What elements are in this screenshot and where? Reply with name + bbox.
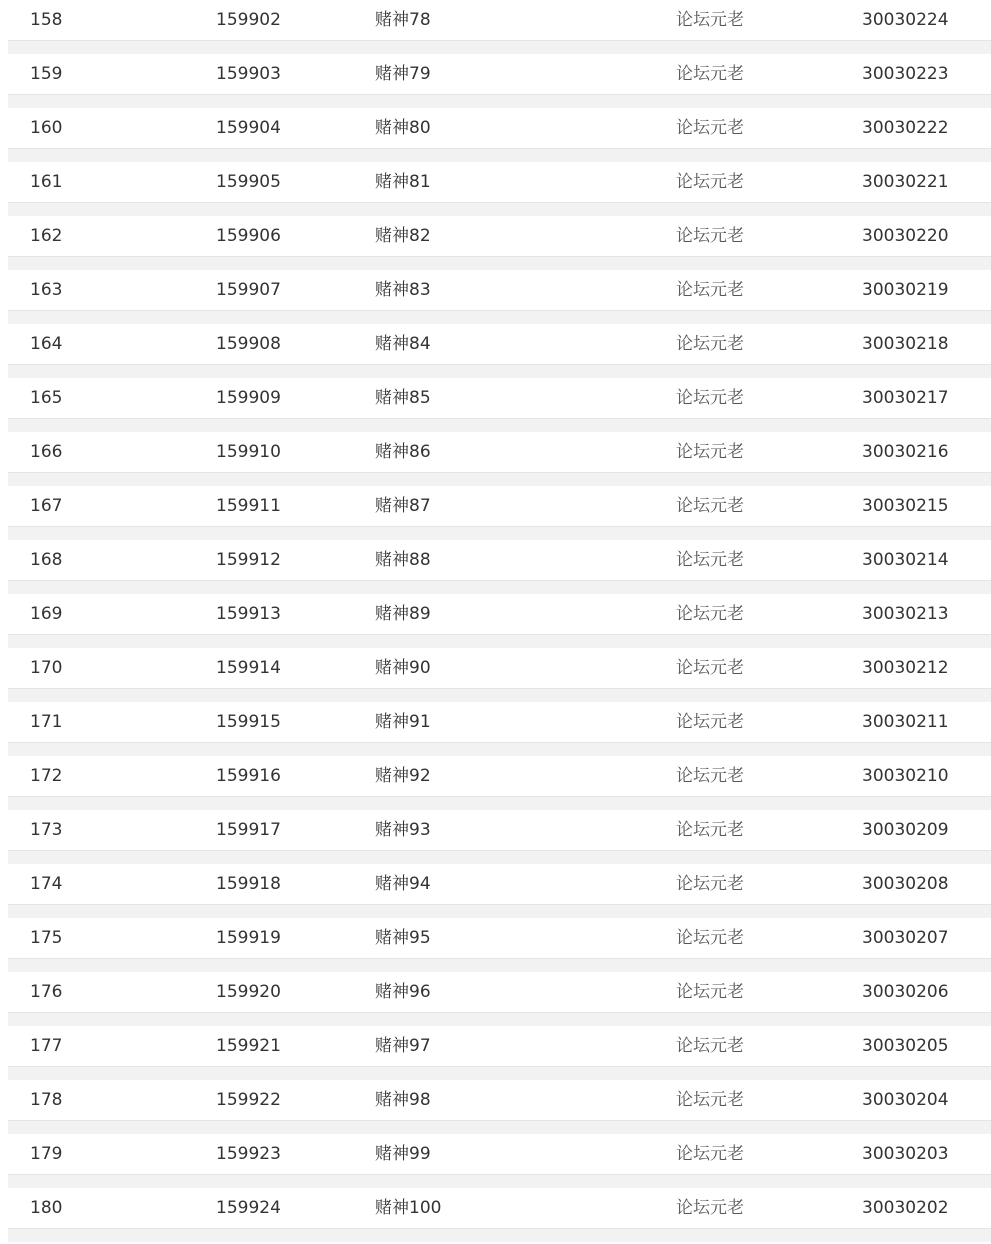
table-row xyxy=(8,270,991,311)
user-id-cell: 159913 xyxy=(216,604,281,624)
table-row xyxy=(8,1026,991,1067)
table-row xyxy=(8,918,991,959)
username-cell[interactable]: 赌神96 xyxy=(375,982,431,1002)
row-separator xyxy=(8,635,991,648)
user-group-cell: 论坛元老 xyxy=(676,982,744,1002)
table-row xyxy=(8,486,991,527)
rank-cell: 163 xyxy=(30,280,63,300)
username-cell[interactable]: 赌神82 xyxy=(375,226,431,246)
rank-cell: 172 xyxy=(30,766,63,786)
user-group-cell: 论坛元老 xyxy=(676,496,744,516)
rank-cell: 178 xyxy=(30,1090,63,1110)
user-id-cell: 159916 xyxy=(216,766,281,786)
rank-cell: 165 xyxy=(30,388,63,408)
username-cell[interactable]: 赌神95 xyxy=(375,928,431,948)
row-separator xyxy=(8,905,991,918)
row-separator xyxy=(8,527,991,540)
user-id-cell: 159914 xyxy=(216,658,281,678)
value-cell: 30030220 xyxy=(862,226,949,246)
table-row xyxy=(8,1134,991,1175)
table-row xyxy=(8,648,991,689)
value-cell: 30030212 xyxy=(862,658,949,678)
rank-cell: 169 xyxy=(30,604,63,624)
table-row xyxy=(8,972,991,1013)
user-id-cell: 159905 xyxy=(216,172,281,192)
user-id-cell: 159906 xyxy=(216,226,281,246)
user-group-cell: 论坛元老 xyxy=(676,1144,744,1164)
value-cell: 30030218 xyxy=(862,334,949,354)
rank-cell: 160 xyxy=(30,118,63,138)
user-group-cell: 论坛元老 xyxy=(676,1090,744,1110)
user-group-cell: 论坛元老 xyxy=(676,388,744,408)
user-group-cell: 论坛元老 xyxy=(676,64,744,84)
username-cell[interactable]: 赌神93 xyxy=(375,820,431,840)
user-group-cell: 论坛元老 xyxy=(676,658,744,678)
rank-cell: 158 xyxy=(30,10,63,30)
username-cell[interactable]: 赌神80 xyxy=(375,118,431,138)
rank-cell: 166 xyxy=(30,442,63,462)
table-row xyxy=(8,1080,991,1121)
row-separator xyxy=(8,797,991,810)
value-cell: 30030221 xyxy=(862,172,949,192)
table-row xyxy=(8,432,991,473)
value-cell: 30030217 xyxy=(862,388,949,408)
table-row xyxy=(8,756,991,797)
value-cell: 30030224 xyxy=(862,10,949,30)
user-group-cell: 论坛元老 xyxy=(676,118,744,138)
table-row xyxy=(8,864,991,905)
username-cell[interactable]: 赌神78 xyxy=(375,10,431,30)
row-separator xyxy=(8,419,991,432)
username-cell[interactable]: 赌神84 xyxy=(375,334,431,354)
user-id-cell: 159904 xyxy=(216,118,281,138)
value-cell: 30030219 xyxy=(862,280,949,300)
table-row xyxy=(8,162,991,203)
user-id-cell: 159903 xyxy=(216,64,281,84)
user-group-cell: 论坛元老 xyxy=(676,226,744,246)
username-cell[interactable]: 赌神91 xyxy=(375,712,431,732)
ranking-table xyxy=(8,0,991,1242)
username-cell[interactable]: 赌神98 xyxy=(375,1090,431,1110)
value-cell: 30030213 xyxy=(862,604,949,624)
row-separator xyxy=(8,689,991,702)
value-cell: 30030204 xyxy=(862,1090,949,1110)
user-id-cell: 159919 xyxy=(216,928,281,948)
user-group-cell: 论坛元老 xyxy=(676,442,744,462)
table-row xyxy=(8,108,991,149)
user-group-cell: 论坛元老 xyxy=(676,334,744,354)
user-id-cell: 159910 xyxy=(216,442,281,462)
row-separator xyxy=(8,959,991,972)
user-group-cell: 论坛元老 xyxy=(676,874,744,894)
rank-cell: 170 xyxy=(30,658,63,678)
user-id-cell: 159922 xyxy=(216,1090,281,1110)
row-separator xyxy=(8,851,991,864)
table-row xyxy=(8,810,991,851)
rank-cell: 168 xyxy=(30,550,63,570)
value-cell: 30030211 xyxy=(862,712,949,732)
user-id-cell: 159912 xyxy=(216,550,281,570)
rank-cell: 176 xyxy=(30,982,63,1002)
username-cell[interactable]: 赌神81 xyxy=(375,172,431,192)
user-group-cell: 论坛元老 xyxy=(676,280,744,300)
row-separator xyxy=(8,149,991,162)
table-row xyxy=(8,378,991,419)
value-cell: 30030203 xyxy=(862,1144,949,1164)
value-cell: 30030206 xyxy=(862,982,949,1002)
user-id-cell: 159908 xyxy=(216,334,281,354)
row-separator xyxy=(8,743,991,756)
username-cell[interactable]: 赌神86 xyxy=(375,442,431,462)
table-row xyxy=(8,540,991,581)
user-group-cell: 论坛元老 xyxy=(676,10,744,30)
username-cell[interactable]: 赌神94 xyxy=(375,874,431,894)
user-id-cell: 159907 xyxy=(216,280,281,300)
user-group-cell: 论坛元老 xyxy=(676,1036,744,1056)
table-row xyxy=(8,1188,991,1229)
user-group-cell: 论坛元老 xyxy=(676,550,744,570)
user-group-cell: 论坛元老 xyxy=(676,766,744,786)
username-cell[interactable]: 赌神97 xyxy=(375,1036,431,1056)
value-cell: 30030208 xyxy=(862,874,949,894)
user-group-cell: 论坛元老 xyxy=(676,820,744,840)
value-cell: 30030215 xyxy=(862,496,949,516)
user-id-cell: 159920 xyxy=(216,982,281,1002)
user-id-cell: 159909 xyxy=(216,388,281,408)
value-cell: 30030207 xyxy=(862,928,949,948)
user-group-cell: 论坛元老 xyxy=(676,1198,744,1218)
value-cell: 30030210 xyxy=(862,766,949,786)
user-id-cell: 159918 xyxy=(216,874,281,894)
table-row xyxy=(8,216,991,257)
user-group-cell: 论坛元老 xyxy=(676,172,744,192)
value-cell: 30030222 xyxy=(862,118,949,138)
value-cell: 30030205 xyxy=(862,1036,949,1056)
row-separator xyxy=(8,95,991,108)
rank-cell: 162 xyxy=(30,226,63,246)
row-separator xyxy=(8,311,991,324)
table-row xyxy=(8,324,991,365)
username-cell[interactable]: 赌神85 xyxy=(375,388,431,408)
username-cell[interactable]: 赌神87 xyxy=(375,496,431,516)
rank-cell: 175 xyxy=(30,928,63,948)
row-separator xyxy=(8,1175,991,1188)
row-separator xyxy=(8,473,991,486)
rank-cell: 164 xyxy=(30,334,63,354)
rank-cell: 179 xyxy=(30,1144,63,1164)
user-id-cell: 159911 xyxy=(216,496,281,516)
value-cell: 30030216 xyxy=(862,442,949,462)
username-cell[interactable]: 赌神83 xyxy=(375,280,431,300)
user-id-cell: 159923 xyxy=(216,1144,281,1164)
row-separator xyxy=(8,203,991,216)
user-id-cell: 159921 xyxy=(216,1036,281,1056)
row-separator xyxy=(8,1013,991,1026)
table-row xyxy=(8,702,991,743)
row-separator xyxy=(8,41,991,54)
user-group-cell: 论坛元老 xyxy=(676,928,744,948)
rank-cell: 180 xyxy=(30,1198,63,1218)
row-separator xyxy=(8,1121,991,1134)
row-separator xyxy=(8,365,991,378)
username-cell[interactable]: 赌神92 xyxy=(375,766,431,786)
value-cell: 30030202 xyxy=(862,1198,949,1218)
username-cell[interactable]: 赌神99 xyxy=(375,1144,431,1164)
rank-cell: 167 xyxy=(30,496,63,516)
row-separator xyxy=(8,1229,991,1242)
user-group-cell: 论坛元老 xyxy=(676,604,744,624)
username-cell[interactable]: 赌神79 xyxy=(375,64,431,84)
rank-cell: 171 xyxy=(30,712,63,732)
value-cell: 30030209 xyxy=(862,820,949,840)
rank-cell: 174 xyxy=(30,874,63,894)
row-separator xyxy=(8,257,991,270)
user-group-cell: 论坛元老 xyxy=(676,712,744,732)
user-id-cell: 159902 xyxy=(216,10,281,30)
row-separator xyxy=(8,1067,991,1080)
username-cell[interactable]: 赌神100 xyxy=(375,1198,442,1218)
rank-cell: 159 xyxy=(30,64,63,84)
rank-cell: 161 xyxy=(30,172,63,192)
row-separator xyxy=(8,581,991,594)
username-cell[interactable]: 赌神88 xyxy=(375,550,431,570)
table-row xyxy=(8,594,991,635)
user-id-cell: 159917 xyxy=(216,820,281,840)
username-cell[interactable]: 赌神89 xyxy=(375,604,431,624)
user-id-cell: 159915 xyxy=(216,712,281,732)
value-cell: 30030214 xyxy=(862,550,949,570)
value-cell: 30030223 xyxy=(862,64,949,84)
user-id-cell: 159924 xyxy=(216,1198,281,1218)
table-row xyxy=(8,0,991,41)
rank-cell: 177 xyxy=(30,1036,63,1056)
username-cell[interactable]: 赌神90 xyxy=(375,658,431,678)
rank-cell: 173 xyxy=(30,820,63,840)
table-row xyxy=(8,54,991,95)
